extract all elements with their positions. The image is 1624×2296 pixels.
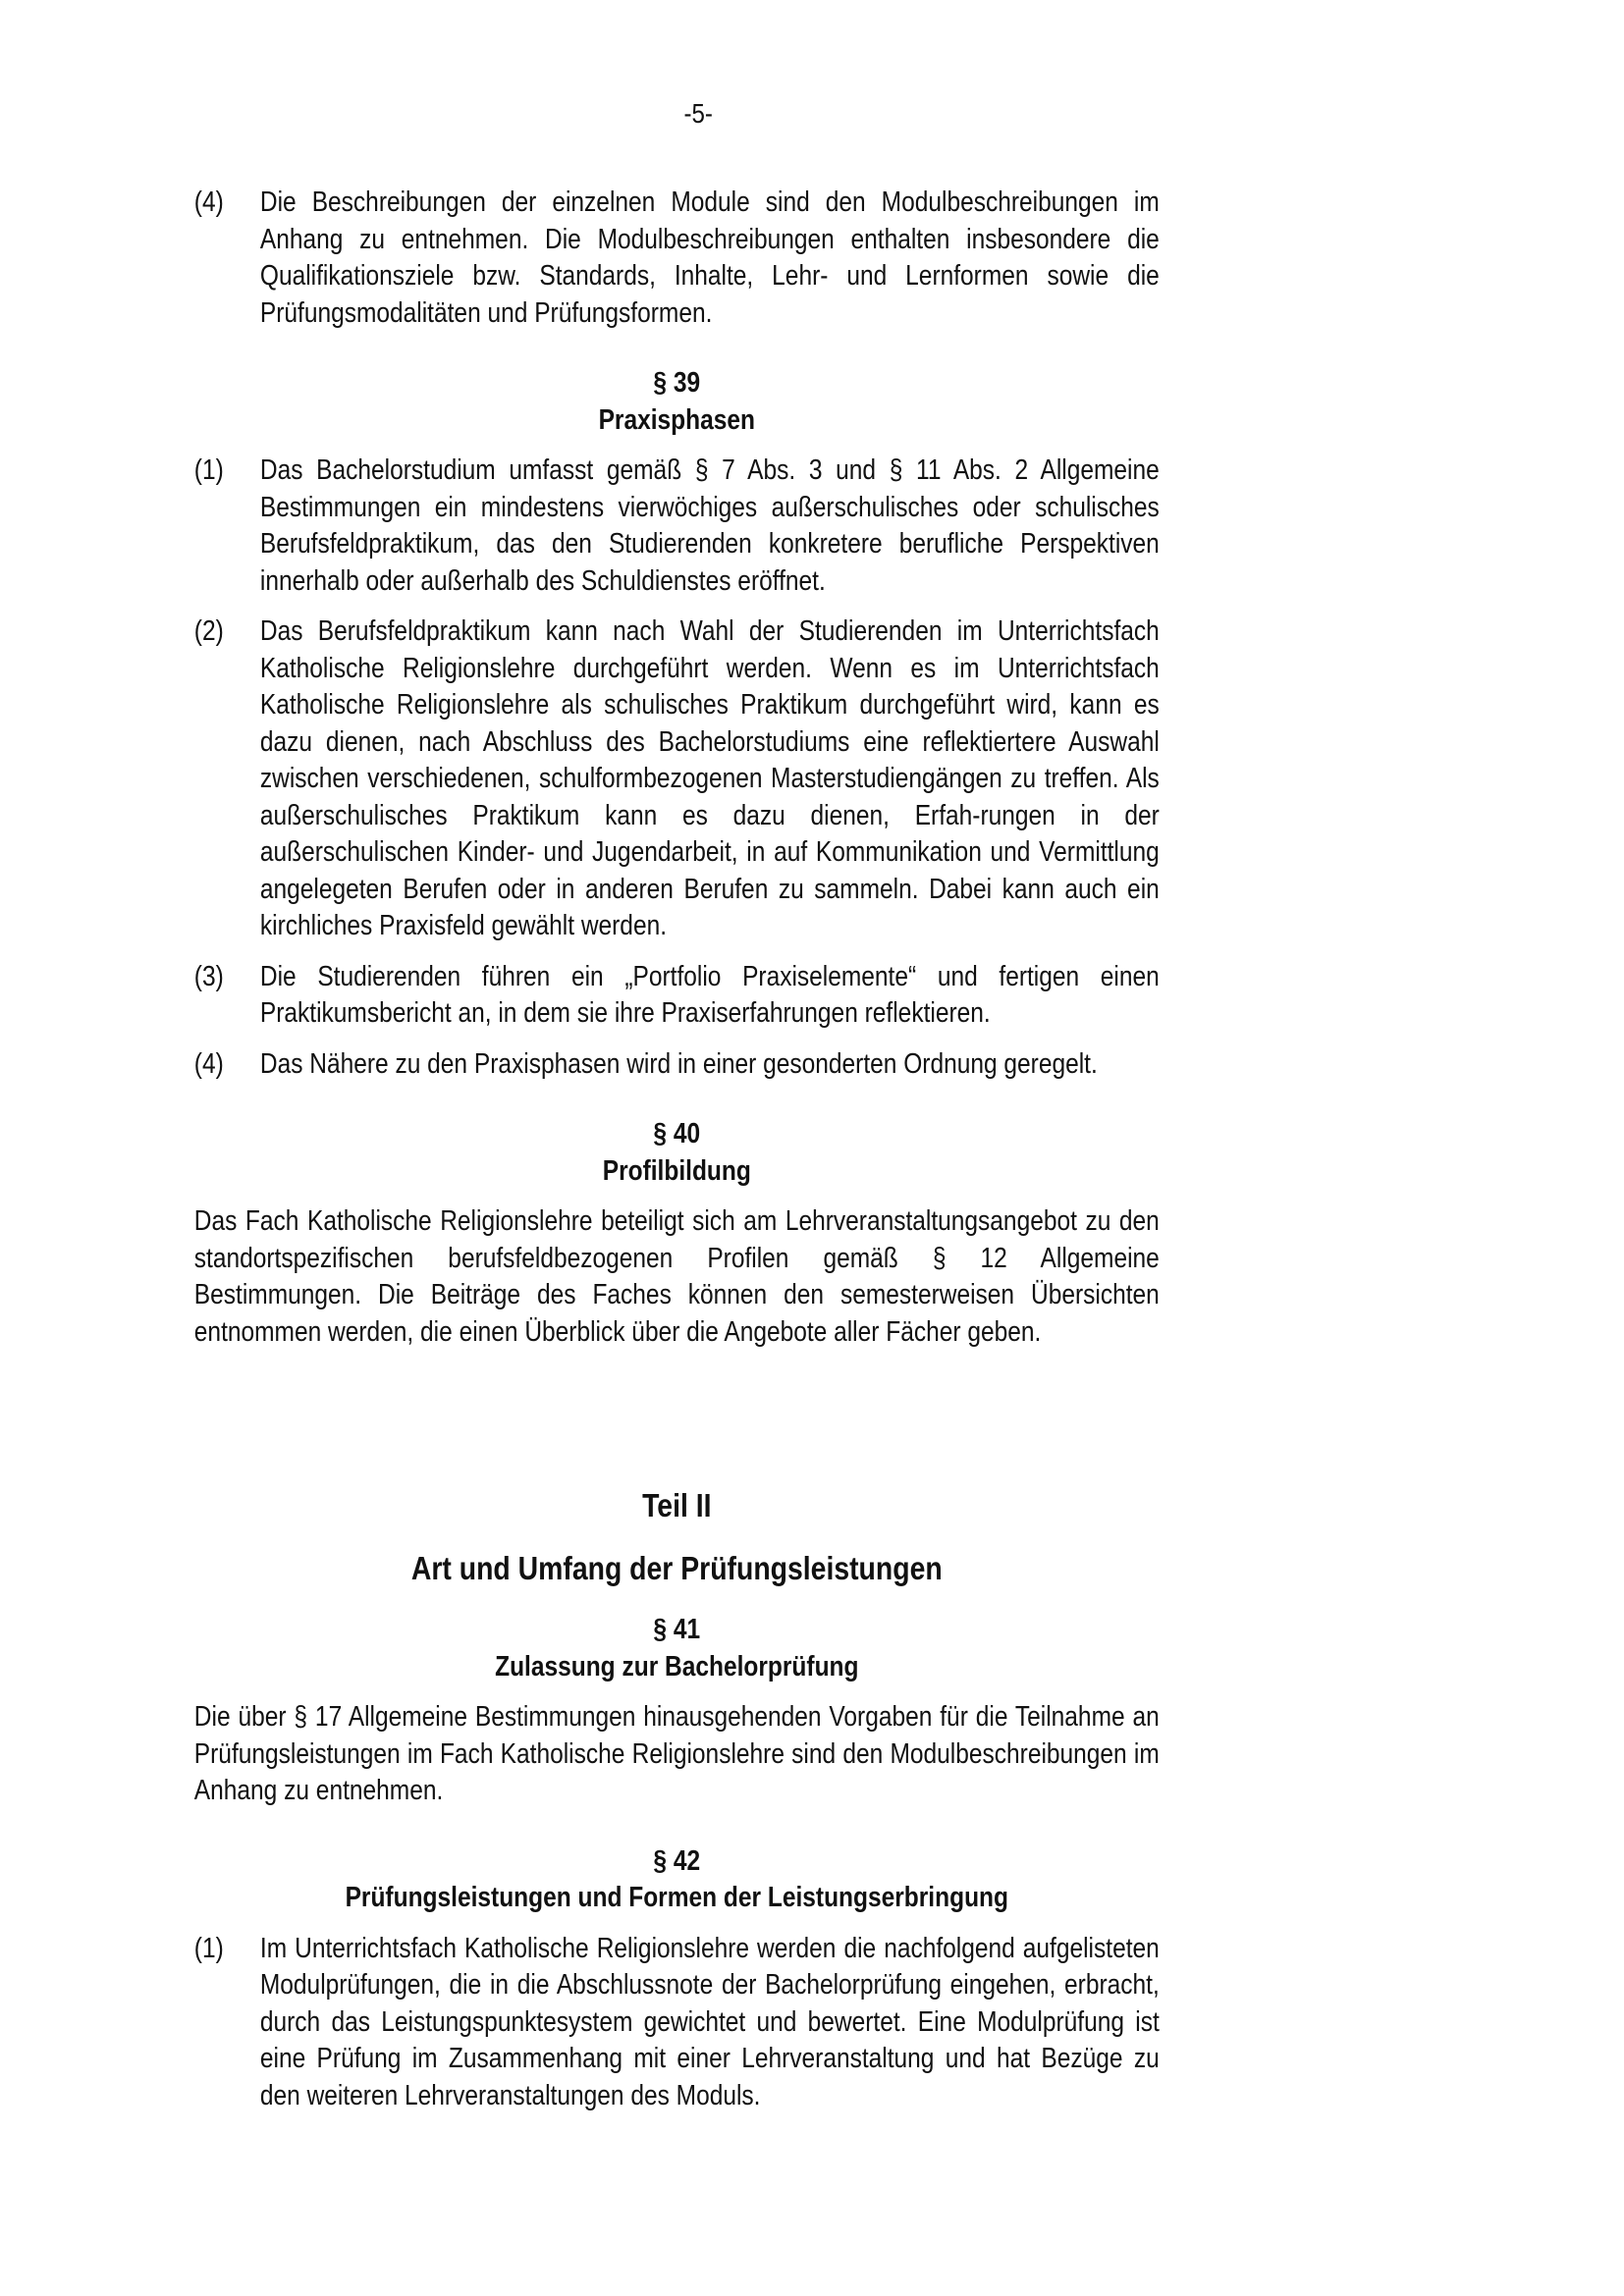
paragraph-text: Im Unterrichtsfach Katholische Religionslehre werden die nachfolgend aufgelisteten Modulprüfungen, die in die Abschlussnote der Bachelorprüfung eingehen, erbracht, durch das Leistungspunktesystem gewichtet und bewertet. Eine Modulprüfung ist eine Prüfung im Zusammenhang mit einer Lehrveranstaltung und hat Bezüge zu den weiteren Lehrveranstaltungen des Moduls. [259, 1932, 1160, 2111]
paragraph-40: Das Fach Katholische Religionslehre beteiligt sich am Lehrveranstaltungsangebot zu den standortspezifischen berufsfeldbezogenen Profilen gemäß § 12 Allgemeine Bestimmungen. Die Beiträge des Faches können den semesterweisen Übersichten entnommen werden, die einen Überblick über die Angebote aller Fächer geben. [193, 1205, 1160, 1348]
section-heading-39 [194, 365, 1160, 439]
section-title: Profilbildung [602, 1154, 751, 1187]
section-title: Prüfungsleistungen und Formen der Leistungserbringung [345, 1882, 1008, 1913]
paragraph-39-2 [194, 614, 1160, 945]
paragraph-text: Die Studierenden führen ein „Portfolio Praxiselemente“ und fertigen einen Praktikumsbericht an, in dem sie ihre Praxiserfahrungen reflektieren. [259, 960, 1160, 1029]
paragraph-number: (4) [193, 1047, 224, 1080]
paragraph-41: Die über § 17 Allgemeine Bestimmungen hinausgehenden Vorgaben für die Teilnahme an Prüfungsleistungen im Fach Katholische Religionslehre sind den Modulbeschreibungen im Anhang zu entnehmen. [193, 1701, 1160, 1806]
paragraph-number: (1) [193, 454, 224, 486]
page-number: -5- [683, 98, 713, 129]
section-number: § 41 [653, 1614, 701, 1645]
section-heading-40 [194, 1116, 1160, 1190]
paragraph-39-4 [194, 1046, 1160, 1084]
section-number: § 39 [653, 367, 701, 399]
paragraph-text: Das Berufsfeldpraktikum kann nach Wahl der Studierenden im Unterrichtsfach Katholische Religionslehre durchgeführt werden. Wenn es im Unterrichtsfach Katholische Religionslehre als schulisches Praktikum durchgeführt wird, kann es dazu dienen, nach Abschluss des Bachelorstudiums eine reflektiertere Auswahl zwischen verschiedenen, schulformbezogenen Masterstudiengängen zu treffen. Als außerschulisches Praktikum kann es dazu dienen, Erfah-rungen in der außerschulischen Kinder- und Jugendarbeit, in auf Kommunikation und Vermittlung angelegeten Berufen oder in anderen Berufen zu sammeln. Dabei kann auch ein kirchliches Praxisfeld gewählt werden. [259, 615, 1160, 941]
section-heading-42 [194, 1843, 1160, 1917]
paragraph-38-4 [194, 185, 1160, 332]
paragraph-text: Das Nähere zu den Praxisphasen wird in einer gesonderten Ordnung geregelt. [259, 1047, 1098, 1080]
section-number: § 42 [653, 1844, 701, 1877]
paragraph-39-1 [194, 453, 1160, 600]
paragraph-number: (3) [193, 960, 224, 992]
paragraph-number: (1) [193, 1932, 224, 1964]
section-heading-41 [194, 1612, 1160, 1685]
paragraph-39-3 [194, 959, 1160, 1033]
paragraph-number: (2) [193, 615, 224, 647]
section-title: Zulassung zur Bachelorprüfung [495, 1650, 859, 1682]
paragraph-text: Das Bachelorstudium umfasst gemäß § 7 Abs. 3 und § 11 Abs. 2 Allgemeine Bestimmungen ein mindestens vierwöchiges außerschulisches oder schulisches Berufsfeldpraktikum, das den Studierenden konkretere berufliche Perspektiven innerhalb oder außerhalb des Schuldienstes eröffnet. [259, 454, 1160, 597]
section-number: § 40 [653, 1118, 701, 1149]
part-title: Art und Umfang der Prüfungsleistungen [410, 1550, 943, 1586]
document-body [194, 185, 1160, 2114]
part-heading: Teil II [642, 1487, 712, 1523]
paragraph-number: (4) [193, 187, 224, 218]
section-title: Praxisphasen [598, 403, 755, 436]
paragraph-42-1 [194, 1931, 1160, 2115]
paragraph-text: Die Beschreibungen der einzelnen Module sind den Modulbeschreibungen im Anhang zu entnehmen. Die Modulbeschreibungen enthalten insbesondere die Qualifikationsziele bzw. Standards, Inhalte, Lehr- und Lernformen sowie die Prüfungsmodalitäten und Prüfungsformen. [259, 187, 1160, 329]
